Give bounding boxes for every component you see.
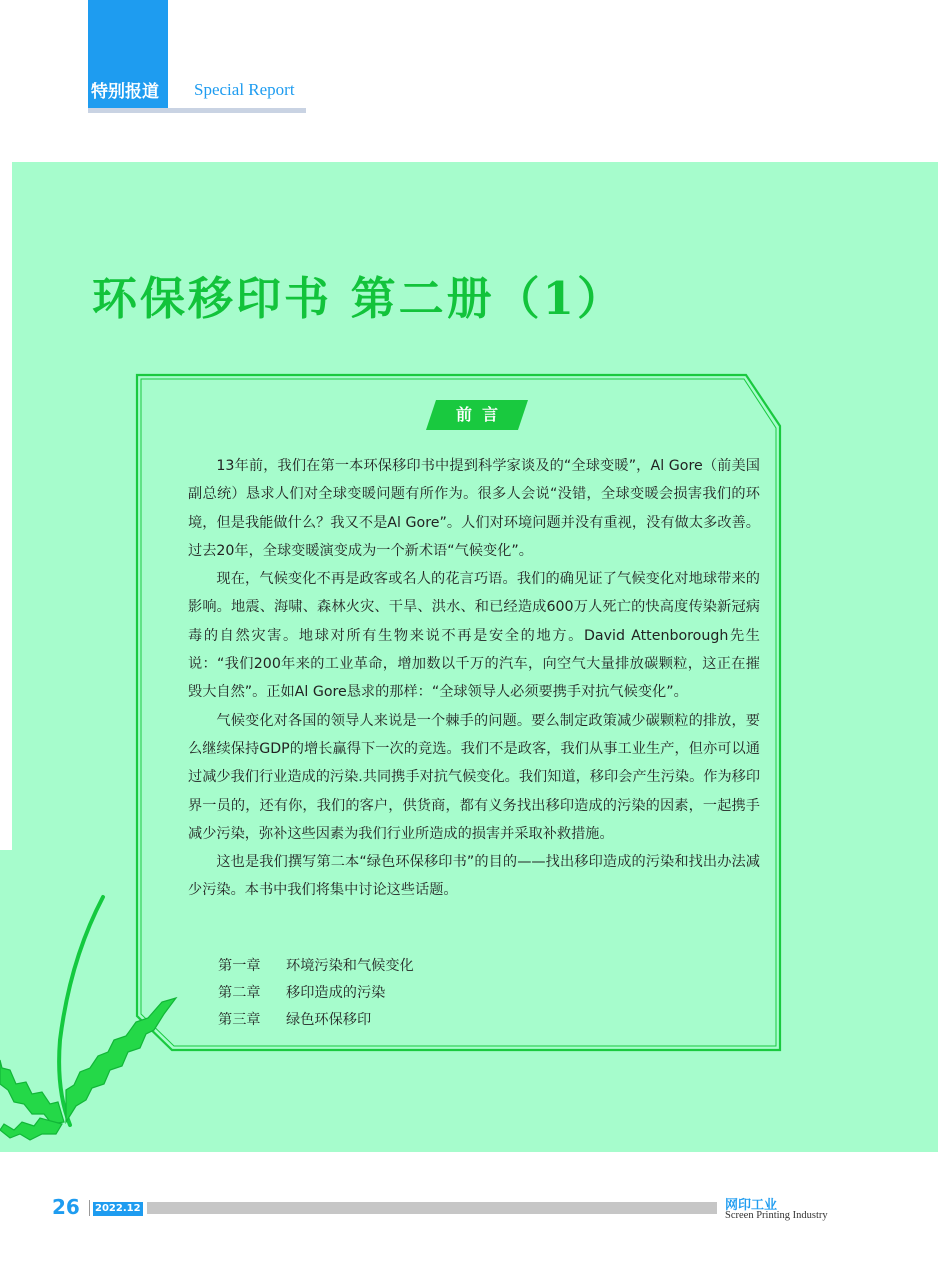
footer-divider (89, 1200, 90, 1216)
toc-title: 移印造成的污染 (286, 985, 386, 1001)
preface-body (188, 452, 760, 905)
toc-title: 绿色环保移印 (286, 1012, 372, 1028)
toc-chapter: 第二章 (218, 985, 261, 1001)
paragraph: 这也是我们撰写第二本“绿色环保移印书”的目的——找出移印造成的污染和找出办法减少污染。本书中我们将集中讨论这些话题。 (188, 854, 760, 899)
paragraph: 13年前，我们在第一本环保移印书中提到科学家谈及的“全球变暖”，Al Gore（前美国副总统）恳求人们对全球变暖问题有所作为。很多人会说“没错，全球变暖会损害我们的环境，但是我能做什么？我又不是Al Gore”。人们对环境问题并没有重视，没有做太多改善。过去20年，全球变暖演变成为一个新术语“气候变化”。 (188, 458, 760, 559)
paragraph: 现在，气候变化不再是政客或名人的花言巧语。我们的确见证了气候变化对地球带来的影响。地震、海啸、森林火灾、干旱、洪水、和已经造成600万人死亡的快高度传染新冠病毒的自然灾害。地球对所有生物来说不再是安全的地方。David Attenborough先生说：“我们200年来的工业革命，增加数以千万的汽车，向空气大量排放碳颗粒，这正在摧毁大自然”。正如Al Gore恳求的那样：“全球领导人必须要携手对抗气候变化”。 (188, 571, 760, 701)
brand-logo-cn: 网印工业 (725, 1198, 778, 1213)
toc-item (218, 1007, 414, 1034)
leaf-blades-icon (0, 998, 176, 1140)
table-of-contents (218, 953, 414, 1034)
page-title: 环保移印书 第二册（1） (92, 272, 625, 325)
section-label-en: Special Report (194, 80, 295, 99)
section-label-cn: 特别报道 (91, 82, 159, 102)
preface-label: 前言 (455, 405, 508, 424)
footer-bar (147, 1202, 717, 1214)
page-number: 26 (52, 1195, 80, 1219)
issue-badge: 2022.12 (95, 1203, 141, 1214)
toc-chapter: 第一章 (218, 958, 261, 974)
toc-chapter: 第三章 (218, 1012, 261, 1028)
toc-item (218, 953, 414, 980)
paragraph: 气候变化对各国的领导人来说是一个棘手的问题。要么制定政策减少碳颗粒的排放，要么继续保持GDP的增长赢得下一次的竞选。我们不是政客，我们从事工业生产，但亦可以通过减少我们行业造成的污染.共同携手对抗气候变化。我们知道，移印会产生污染。作为移印界一员的，还有你，我们的客户，供货商，都有义务找出移印造成的污染的因素，一起携手减少污染，弥补这些因素为我们行业所造成的损害并采取补救措施。 (188, 712, 761, 842)
toc-item (218, 980, 414, 1007)
brand-name-en: Screen Printing Industry (725, 1210, 828, 1221)
toc-title: 环境污染和气候变化 (286, 958, 414, 974)
